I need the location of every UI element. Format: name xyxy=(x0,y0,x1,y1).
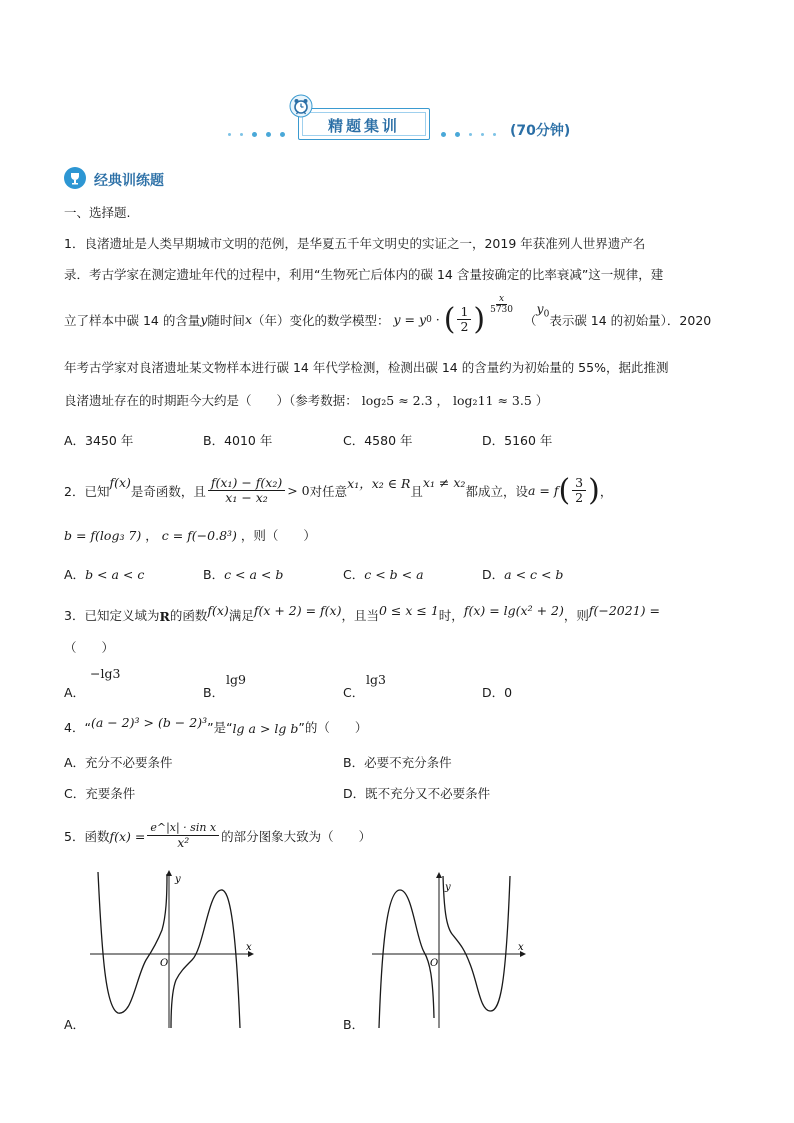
q2-end: ，则（ ） xyxy=(240,528,316,543)
q5-end: 的部分图象大致为（ ） xyxy=(221,829,372,844)
q2-neq: x₁ ≠ x₂ xyxy=(422,475,466,490)
q4-mid: ”是“ xyxy=(207,720,233,735)
q1-option-c[interactable]: C．4580 年 xyxy=(343,433,413,448)
page-title: 精题集训 xyxy=(327,117,400,135)
q5-fraction xyxy=(147,822,219,850)
q3-line-1 xyxy=(64,603,660,624)
q3-def: f(x) = lg(x² + 2) xyxy=(463,603,564,618)
q4-option-d[interactable]: D．既不充分又不必要条件 xyxy=(343,786,491,801)
curve-left xyxy=(98,872,167,1013)
q3-option-b[interactable]: lg9 xyxy=(226,672,246,687)
q4-line xyxy=(64,715,368,736)
q4-option-c[interactable]: C．充要条件 xyxy=(64,786,136,801)
q1-text-d: （ xyxy=(524,312,537,328)
q1-text-b: 随时间 xyxy=(207,312,245,328)
y-axis-label: y xyxy=(445,882,451,893)
q1-ref-2: log₂11 ≈ 3.5 xyxy=(453,393,532,408)
q2-option-b[interactable]: B．c < a < b xyxy=(203,567,284,582)
q3-mid1: 的函数 xyxy=(169,608,208,623)
section-label: 经典训练题 xyxy=(94,173,164,189)
q3-option-b-label: B． xyxy=(203,685,225,700)
q1-exp-den: 5730 xyxy=(490,305,514,316)
q5-graph-a-label: A． xyxy=(64,1017,86,1032)
q3-mid2: 满足 xyxy=(228,608,254,623)
q1-text-c: （年）变化的数学模型： xyxy=(252,312,390,328)
q2-paren-r: ) xyxy=(588,473,600,508)
q1-option-b[interactable]: B．4010 年 xyxy=(203,433,273,448)
q1-text-5a: 良渚遗址存在的时期距今大约是（ ）（参考数据： xyxy=(64,393,358,408)
q4-cond: (a − 2)³ > (b − 2)³ xyxy=(90,715,208,730)
q2-option-c[interactable]: C．c < b < a xyxy=(343,567,424,582)
q5-line xyxy=(64,822,371,850)
q2-paren-l: ( xyxy=(558,473,571,508)
q2-gt: > 0 xyxy=(287,483,310,498)
part-heading: 一、选择题. xyxy=(64,205,131,220)
q5-pre: 5．函数 xyxy=(64,829,110,844)
q2-fraction xyxy=(208,476,285,506)
q2-a-num: 3 xyxy=(572,476,586,491)
q4-option-a[interactable]: A．充分不必要条件 xyxy=(64,755,173,770)
q3-cond: f(x + 2) = f(x) xyxy=(253,603,342,618)
q2-sep: ， xyxy=(145,528,158,543)
q1-model-formula: y = y 0 · ( $\frac{1}{2}$ ) $\frac{x}{5730}$ xyxy=(394,302,519,337)
q1-line-3 xyxy=(64,294,712,337)
y-axis-label: y xyxy=(175,874,181,885)
q4-pre: 4．“ xyxy=(64,720,91,735)
q3-R: R xyxy=(159,609,170,624)
q5-graph-b-label: B． xyxy=(343,1017,365,1032)
q2-option-a[interactable]: A．b < a < c xyxy=(64,567,145,582)
origin-label: O xyxy=(160,958,169,969)
q2-a-frac xyxy=(572,476,586,506)
x-axis-label: x xyxy=(246,942,252,953)
duration-label: (70分钟) xyxy=(510,123,571,139)
q2-mid3: 且 xyxy=(410,483,423,499)
curve-left xyxy=(379,890,434,1028)
curve-right xyxy=(443,876,510,1011)
q3-option-d[interactable]: D．0 xyxy=(482,685,513,700)
q1-var-x: x xyxy=(244,312,252,327)
q3-ask: f(−2021) = xyxy=(588,603,660,618)
q2-mid4: 都成立，设 xyxy=(465,483,528,499)
q5-fx: f(x) = xyxy=(109,828,146,844)
q3-option-a-label: A． xyxy=(64,685,86,700)
q2-fx: f(x) xyxy=(109,475,131,490)
q3-option-a[interactable]: −lg3 xyxy=(90,666,121,681)
q3-option-c[interactable]: lg3 xyxy=(366,672,386,687)
q2-option-d[interactable]: D．a < c < b xyxy=(482,567,564,582)
curve-right xyxy=(171,890,240,1028)
q5-num: e^|x| · sin x xyxy=(147,822,219,836)
q4-end: ”的（ ） xyxy=(298,720,368,735)
y-axis-arrow-icon xyxy=(436,872,442,878)
q2-frac-num: f(x₁) − f(x₂) xyxy=(208,476,285,491)
alarm-clock-icon xyxy=(289,94,313,118)
q4-option-b[interactable]: B．必要不充分条件 xyxy=(343,755,452,770)
q2-mid2: 对任意 xyxy=(309,483,348,499)
q2-line-1 xyxy=(64,473,612,508)
q1-line-2: 录．考古学家在测定遗址年代的过程中，利用“生物死亡后体内的碳 14 含量按确定的比率衰减”这一规律，建 xyxy=(64,267,664,282)
q2-vars: x₁，x₂ ∈ R xyxy=(347,475,411,491)
q3-mid3: ，且当 xyxy=(341,608,379,623)
q3-pre: 3．已知定义域为 xyxy=(64,608,160,623)
q5-den: x² xyxy=(177,834,190,850)
q1-text-5b: ） xyxy=(535,393,549,408)
q3-fx: f(x) xyxy=(207,603,229,618)
q1-line-5: 良渚遗址存在的时期距今大约是（ ）（参考数据： log₂5 ≈ 2.3 ， log₂11 ≈ 3.5 ） xyxy=(64,393,549,408)
q2-mid1: 是奇函数，且 xyxy=(130,483,206,499)
q2-frac-den: x₁ − x₂ xyxy=(225,490,268,505)
q5-graph-b[interactable] xyxy=(370,868,540,1030)
q2-b-expr: b = f(log₃ 7) xyxy=(64,528,142,543)
q3-mid4: 时， xyxy=(438,608,464,623)
q1-ref-1: log₂5 ≈ 2.3 xyxy=(361,393,433,408)
q3-option-c-label: C． xyxy=(343,685,365,700)
q1-option-d[interactable]: D．5160 年 xyxy=(482,433,553,448)
q1-option-a[interactable]: A．3450 年 xyxy=(64,433,134,448)
q2-comma: ， xyxy=(599,483,613,499)
header-dots-left xyxy=(228,126,294,141)
q2-c-expr: c = f(−0.8³) xyxy=(161,528,237,543)
origin-label: O xyxy=(430,958,439,969)
header-dots-right xyxy=(441,126,505,141)
trophy-icon xyxy=(64,167,86,189)
q2-pre: 2．已知 xyxy=(64,483,110,499)
q2-a-den: 2 xyxy=(575,490,584,505)
q3-range: 0 ≤ x ≤ 1 xyxy=(379,603,439,618)
q1-line-4: 年考古学家对良渚遗址某文物样本进行碳 14 年代学检测，检测出碳 14 的含量约为初始量的 55%，据此推测 xyxy=(64,360,669,375)
q1-var-y: y xyxy=(200,312,208,327)
q4-cond2: lg a > lg b xyxy=(232,721,299,736)
q5-graph-a[interactable] xyxy=(88,868,258,1030)
q3-line-2: （ ） xyxy=(64,640,115,655)
title-banner xyxy=(298,108,430,140)
q1-exp-num: x xyxy=(496,294,507,305)
q2-line-2 xyxy=(64,526,316,544)
q1-text-e: 表示碳 14 的初始量）．2020 xyxy=(549,312,712,328)
q1-var-y0: $y_0$ xyxy=(536,301,550,320)
q2-a-expr: a = f xyxy=(527,483,559,498)
x-axis-label: x xyxy=(518,942,524,953)
q1-line-1: 1．良渚遗址是人类早期城市文明的范例，是华夏五千年文明史的实证之一，2019 年获准列人世界遗产名 xyxy=(64,236,646,251)
q3-mid5: ，则 xyxy=(563,608,589,623)
q1-text-a: 立了样本中碳 14 的含量 xyxy=(64,312,201,328)
